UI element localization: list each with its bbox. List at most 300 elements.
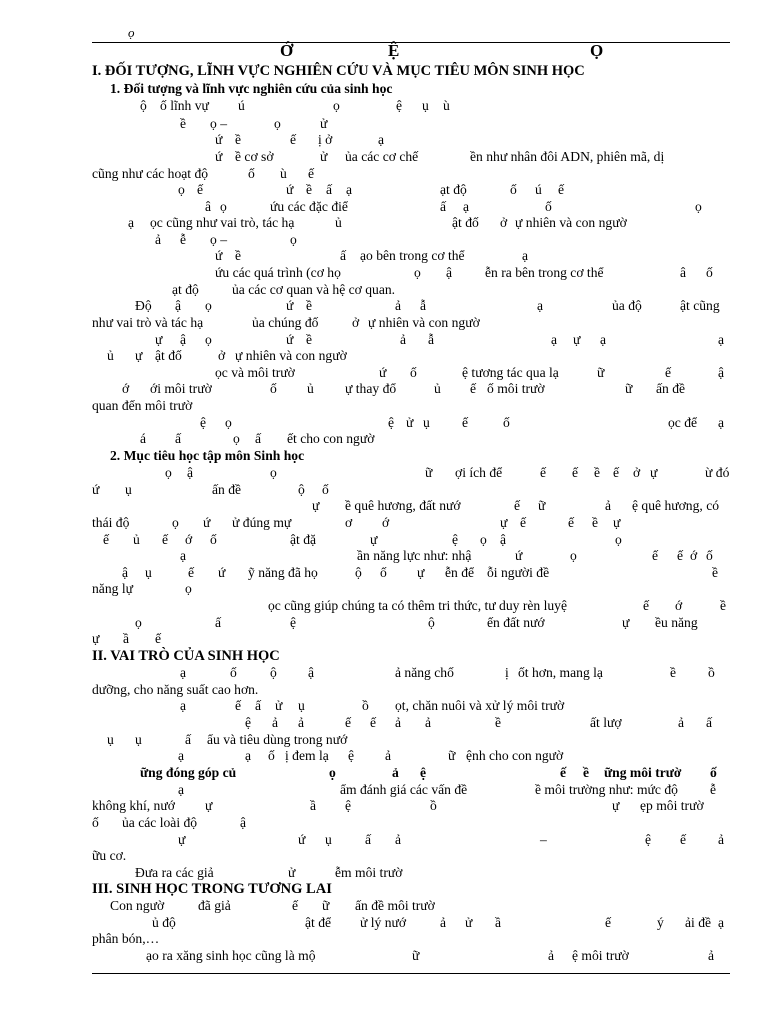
text-fragment: ậ — [180, 332, 187, 347]
text-fragment: ế — [520, 515, 527, 530]
text-fragment: ớ — [122, 381, 130, 396]
document-title — [0, 42, 768, 60]
text-fragment: ế — [462, 415, 469, 430]
text-fragment: ạt độ — [172, 282, 199, 297]
text-fragment: ọ — [233, 431, 240, 446]
text-fragment: ạt độ — [440, 182, 467, 197]
text-fragment: ề — [495, 715, 502, 730]
text-fragment: ề quê hương, đất nướ — [345, 498, 461, 513]
text-fragment: ủa độ — [612, 298, 642, 313]
text-line — [0, 181, 768, 199]
text-fragment: ật đặ — [290, 532, 317, 547]
text-fragment: ủ — [307, 381, 314, 396]
text-fragment: ẹp môi trườ — [640, 798, 704, 813]
text-fragment: ử — [275, 698, 283, 713]
text-fragment: ố — [410, 365, 417, 380]
text-fragment: ế — [540, 465, 547, 480]
text-fragment: ơ — [345, 515, 353, 530]
text-fragment: ật đố — [452, 215, 479, 230]
text-fragment: ụ — [125, 482, 132, 497]
text-fragment: ự — [155, 332, 163, 347]
text-fragment: ấ — [255, 698, 262, 713]
text-fragment: ọt, chăn nuôi và xử lý môi trườ — [395, 698, 565, 713]
text-fragment: ị đem lạ — [285, 748, 329, 763]
text-fragment: ới môi trườ — [150, 381, 212, 396]
text-fragment: ế — [235, 698, 242, 713]
text-fragment: ố — [545, 199, 552, 214]
text-fragment: ở — [352, 315, 360, 330]
text-fragment: ả — [395, 715, 402, 730]
text-fragment: ậ — [175, 298, 182, 313]
text-fragment: ố — [230, 665, 237, 680]
text-fragment: ự — [370, 532, 378, 547]
text-fragment: ả — [400, 332, 407, 347]
text-fragment: ọc và môi trườ — [215, 365, 295, 380]
text-fragment: ọ — [480, 532, 487, 547]
text-fragment: ọ — [695, 199, 702, 214]
text-fragment: ệ — [200, 415, 207, 430]
text-fragment: ọ — [205, 332, 212, 347]
text-fragment: ạ — [537, 298, 544, 313]
text-fragment: ầ — [123, 631, 130, 646]
text-fragment: ạ — [600, 332, 607, 347]
text-fragment: ứ — [515, 548, 523, 563]
text-fragment: ệ — [396, 98, 403, 113]
text-fragment: ủ — [133, 532, 140, 547]
text-fragment: ề — [306, 332, 313, 347]
text-fragment: ế — [308, 166, 315, 181]
subsection-heading — [0, 80, 768, 98]
text-fragment: ả — [385, 748, 392, 763]
text-fragment: ữ — [412, 948, 420, 963]
text-fragment: ệ tương tác qua lạ — [462, 365, 559, 380]
text-fragment: ử đúng mự — [232, 515, 292, 530]
text-fragment: ề — [235, 248, 242, 263]
text-fragment: ấ — [255, 431, 262, 446]
text-fragment: ế — [470, 381, 477, 396]
text-line — [0, 97, 768, 115]
text-fragment: ử lý nướ — [360, 915, 407, 930]
text-fragment: ả — [395, 832, 402, 847]
text-fragment: ế — [345, 715, 352, 730]
text-fragment: ủa các cơ quan và hệ cơ quan. — [232, 282, 396, 297]
text-fragment: – — [540, 832, 547, 847]
text-fragment: ế — [290, 132, 297, 147]
text-fragment: ố — [510, 182, 517, 197]
text-fragment: ú — [535, 182, 542, 197]
text-fragment: ề cơ sở — [235, 149, 274, 164]
text-line — [0, 547, 768, 565]
text-fragment: ộ — [298, 482, 305, 497]
text-fragment: ả — [678, 715, 685, 730]
text-fragment: ử — [465, 915, 473, 930]
text-fragment: ạ — [178, 782, 185, 797]
text-fragment: ạ — [718, 332, 725, 347]
text-fragment: ứ — [218, 565, 226, 580]
text-fragment: ả — [708, 948, 715, 963]
text-fragment: ề — [306, 298, 313, 313]
text-fragment: ế — [162, 532, 169, 547]
text-fragment: ề — [180, 116, 187, 131]
text-fragment: ạ — [346, 182, 353, 197]
text-fragment: Ệ — [388, 41, 400, 60]
subsection-heading — [0, 447, 768, 465]
text-fragment: ề — [670, 665, 677, 680]
text-line — [0, 714, 768, 732]
text-fragment: dưỡng, cho năng suất cao hơn. — [92, 682, 259, 697]
text-fragment: ế — [558, 182, 565, 197]
text-fragment: ững đóng góp củ — [140, 765, 237, 780]
text-line — [0, 630, 768, 648]
text-fragment: ế — [605, 915, 612, 930]
text-fragment: năng lự — [92, 581, 133, 596]
text-fragment: ền như nhân đôi ADN, phiên mã, dị — [470, 149, 665, 164]
text-fragment: ở — [218, 348, 226, 363]
text-fragment: ọ — [414, 265, 421, 280]
text-fragment: ụ — [423, 415, 430, 430]
text-fragment: ả — [155, 232, 162, 247]
text-fragment: ết cho con ngườ — [287, 431, 375, 446]
text-fragment: ớ — [382, 515, 390, 530]
text-fragment: ọ – — [210, 232, 227, 247]
text-fragment: ật để — [305, 915, 332, 930]
text-fragment: ế — [613, 465, 620, 480]
text-fragment: ố môi trườ — [487, 381, 545, 396]
text-fragment: ế — [560, 765, 567, 780]
text-fragment: cũng như các hoạt độ — [92, 166, 209, 181]
text-fragment: ự — [178, 832, 186, 847]
text-fragment: ế — [677, 548, 684, 563]
text-fragment: ù — [443, 98, 450, 113]
text-fragment: thái độ — [92, 515, 130, 530]
text-line — [0, 697, 768, 715]
text-fragment: ả — [395, 298, 402, 313]
text-fragment: ấ — [365, 832, 372, 847]
text-fragment: ọ — [172, 515, 179, 530]
text-line — [0, 214, 768, 232]
text-fragment: ệ môi trườ — [572, 948, 629, 963]
text-fragment: ị — [505, 665, 509, 680]
text-fragment: không khí, nướ — [92, 798, 175, 813]
text-fragment: ọ — [329, 765, 336, 780]
text-fragment: ế — [188, 565, 195, 580]
text-fragment: ợi ích để — [455, 465, 503, 480]
text-fragment: ự — [205, 798, 213, 813]
text-fragment: ạ — [463, 199, 470, 214]
text-fragment: ế — [680, 832, 687, 847]
text-fragment: ở — [500, 215, 508, 230]
text-fragment: ệ — [420, 765, 427, 780]
text-fragment: ệ — [290, 615, 297, 630]
text-fragment: ạ — [522, 248, 529, 263]
text-fragment: ữu cơ. — [92, 848, 127, 863]
text-line — [0, 148, 768, 166]
text-fragment: ấ — [706, 715, 713, 730]
text-fragment: ọ — [185, 581, 192, 596]
text-fragment: ý — [657, 915, 664, 930]
text-fragment: ứ — [286, 298, 294, 313]
text-fragment: ề — [592, 515, 599, 530]
text-fragment: ữ — [538, 498, 546, 513]
text-fragment: ậ — [122, 565, 129, 580]
text-fragment: đã giả — [198, 898, 231, 913]
text-fragment: ễ — [180, 232, 187, 247]
text-fragment: ạ — [128, 215, 135, 230]
footer-rule — [92, 973, 730, 974]
text-fragment: ử — [320, 149, 328, 164]
text-fragment: ụ — [422, 98, 429, 113]
text-fragment: ẩm đánh giá các vấn đề — [340, 782, 468, 797]
text-fragment: ến đất nướ — [487, 615, 545, 630]
text-fragment: ậ — [308, 665, 315, 680]
text-fragment: ớ — [185, 532, 193, 547]
text-fragment: ầ — [310, 798, 317, 813]
text-fragment: ều năng — [655, 615, 698, 630]
text-fragment: ữ — [625, 381, 633, 396]
text-fragment: Độ — [135, 298, 152, 313]
text-line — [0, 347, 768, 365]
text-line — [0, 397, 768, 415]
text-fragment: ứ — [286, 182, 294, 197]
text-fragment: ú — [238, 98, 245, 113]
text-fragment: ử — [320, 116, 328, 131]
text-fragment: Ọ — [590, 41, 604, 60]
text-fragment: ệ — [245, 715, 252, 730]
text-fragment: ề — [306, 182, 313, 197]
text-line — [0, 847, 768, 865]
text-fragment: ự nhiên và con ngườ — [515, 215, 627, 230]
text-fragment: III. SINH HỌC TRONG TƯƠNG LAI — [92, 881, 332, 897]
text-fragment: ật đố — [155, 348, 182, 363]
text-fragment: ấ — [215, 615, 222, 630]
text-line — [0, 597, 768, 615]
text-fragment: ế — [155, 631, 162, 646]
text-line — [0, 247, 768, 265]
text-fragment: ốt hơn, mang lạ — [518, 665, 603, 680]
text-fragment: ọ — [220, 199, 227, 214]
text-fragment: Đưa ra các giả — [135, 865, 214, 880]
text-fragment: ụ — [135, 732, 142, 747]
text-fragment: ủa các cơ chế — [345, 149, 419, 164]
text-fragment: ụ — [107, 732, 114, 747]
text-fragment: ọ — [205, 298, 212, 313]
text-fragment: ủ độ — [152, 915, 176, 930]
text-fragment: ử — [288, 865, 296, 880]
text-fragment: ế — [643, 598, 650, 613]
text-fragment: ự — [622, 615, 630, 630]
text-fragment: ọ — [290, 232, 297, 247]
text-line — [0, 747, 768, 765]
text-line — [0, 430, 768, 448]
text-line — [0, 497, 768, 515]
text-fragment: ữ — [448, 748, 456, 763]
text-fragment: ạ — [378, 132, 385, 147]
text-fragment: ố — [710, 765, 717, 780]
text-fragment: ố — [706, 265, 713, 280]
text-fragment: ề môi trường như: mức độ — [535, 782, 678, 797]
text-fragment: ọc cũng như vai trò, tác hạ — [150, 215, 295, 230]
section-heading — [0, 880, 768, 898]
text-fragment: ẩu và tiêu dùng trong nướ — [207, 732, 348, 747]
text-fragment: â — [205, 199, 212, 214]
text-fragment: ứ — [298, 832, 306, 847]
text-fragment: ế — [292, 898, 299, 913]
text-fragment: ự — [573, 332, 581, 347]
text-fragment: ọ — [274, 116, 281, 131]
text-fragment: ẫ — [428, 332, 435, 347]
text-fragment: ấn đề — [656, 381, 686, 396]
text-fragment: ệnh cho con ngườ — [466, 748, 564, 763]
text-fragment: ố — [270, 381, 277, 396]
text-fragment: ế — [652, 548, 659, 563]
text-fragment: â — [680, 265, 687, 280]
text-fragment: ộ — [270, 665, 277, 680]
text-fragment: ữ — [425, 465, 433, 480]
text-fragment: ự — [417, 565, 425, 580]
text-fragment: ề — [583, 765, 590, 780]
text-line — [0, 264, 768, 282]
text-fragment: ủa chúng đố — [252, 315, 319, 330]
text-fragment: ầ — [495, 915, 502, 930]
text-fragment: ự — [650, 465, 658, 480]
text-fragment: ả — [298, 715, 305, 730]
text-fragment: ề — [720, 598, 727, 613]
text-fragment: phân bón,… — [92, 931, 160, 946]
text-fragment: ọ — [225, 415, 232, 430]
text-fragment: ứ — [286, 332, 294, 347]
text-fragment: ộ — [428, 615, 435, 630]
text-fragment: ị ở — [318, 132, 333, 147]
text-fragment: ứ — [379, 365, 387, 380]
text-fragment: ả — [718, 832, 725, 847]
text-fragment: ế — [514, 498, 521, 513]
text-fragment: ạ — [718, 415, 725, 430]
text-fragment: ụ — [298, 698, 305, 713]
text-fragment: ế — [572, 465, 579, 480]
text-fragment: ự thay đổ — [345, 381, 397, 396]
text-fragment: ủa các loài độ — [122, 815, 198, 830]
text-fragment: ạ — [180, 665, 187, 680]
text-fragment: ự — [312, 498, 320, 513]
text-fragment: ậ — [240, 815, 247, 830]
text-line — [0, 380, 768, 398]
text-fragment: ả — [440, 915, 447, 930]
text-fragment: ọ – — [210, 116, 227, 131]
text-fragment: ứu các đặc điể — [270, 199, 348, 214]
text-fragment: ấ — [440, 199, 447, 214]
text-fragment: ọ — [165, 465, 172, 480]
header-mark: ọ — [128, 25, 135, 40]
text-fragment: ấn đề môi trườ — [355, 898, 435, 913]
text-fragment: ậ — [500, 532, 507, 547]
text-fragment: ả — [605, 498, 612, 513]
text-fragment: ả — [548, 948, 555, 963]
text-line — [0, 464, 768, 482]
text-fragment: ủ — [335, 215, 342, 230]
text-fragment: ớ — [675, 598, 683, 613]
text-line — [0, 664, 768, 682]
text-fragment: ững môi trườ — [604, 765, 682, 780]
text-fragment: ề — [712, 565, 719, 580]
text-fragment: ạ — [180, 548, 187, 563]
text-fragment: ự nhiên và con ngườ — [235, 348, 347, 363]
text-fragment: Con ngườ — [110, 898, 165, 913]
text-fragment: ế — [568, 515, 575, 530]
text-fragment: ấ — [326, 182, 333, 197]
text-fragment: ạ — [178, 748, 185, 763]
text-line — [0, 131, 768, 149]
text-fragment: á — [140, 431, 147, 446]
text-fragment: ứu các quá trình (cơ họ — [215, 265, 341, 280]
text-line — [0, 580, 768, 598]
text-fragment: ệ — [452, 532, 459, 547]
text-fragment: ụ — [145, 565, 152, 580]
text-fragment: II. VAI TRÒ CỦA SINH HỌC — [92, 648, 280, 664]
text-fragment: ả — [392, 765, 399, 780]
text-fragment: ọc để — [668, 415, 698, 430]
text-fragment: ề — [235, 132, 242, 147]
text-fragment: Ớ — [280, 41, 294, 60]
text-fragment: ễn để — [445, 565, 475, 580]
text-fragment: ả — [272, 715, 279, 730]
text-fragment: ất lượ — [590, 715, 622, 730]
text-fragment: ọ — [333, 98, 340, 113]
text-fragment: ủ — [107, 348, 114, 363]
text-fragment: ễn ra bên trong cơ thể — [485, 265, 604, 280]
text-fragment: ạ — [180, 698, 187, 713]
text-fragment: như vai trò và tác hạ — [92, 315, 204, 330]
text-fragment: ỗi người đề — [487, 565, 550, 580]
text-fragment: ề — [594, 465, 601, 480]
text-line — [0, 297, 768, 315]
text-fragment: ọ — [135, 615, 142, 630]
text-fragment: ứ — [215, 149, 223, 164]
text-fragment: ữ — [597, 365, 605, 380]
text-fragment: ế — [370, 715, 377, 730]
text-fragment: ễm môi trườ — [335, 865, 403, 880]
text-fragment: ấ — [185, 732, 192, 747]
text-fragment: ọ — [615, 532, 622, 547]
text-line — [0, 314, 768, 332]
text-line — [0, 514, 768, 532]
text-fragment: ồ — [362, 698, 369, 713]
text-fragment: ự — [135, 348, 143, 363]
text-fragment: ừ đó — [705, 465, 730, 480]
text-fragment: ố — [210, 532, 217, 547]
text-fragment: ữ — [322, 898, 330, 913]
text-fragment: ế — [103, 532, 110, 547]
text-fragment: ồ — [430, 798, 437, 813]
text-fragment: ộ — [140, 98, 147, 113]
text-fragment: ự nhiên và con ngườ — [368, 315, 480, 330]
text-fragment: ố lĩnh vự — [160, 98, 209, 113]
text-fragment: ẫ — [420, 298, 427, 313]
text-fragment: ứ — [215, 248, 223, 263]
text-fragment: quan đến môi trườ — [92, 398, 193, 413]
text-fragment: ệ — [345, 798, 352, 813]
text-fragment: ọ — [570, 548, 577, 563]
text-fragment: ố — [248, 166, 255, 181]
section-heading — [0, 62, 768, 80]
text-fragment: ố — [268, 748, 275, 763]
text-fragment: ả — [425, 715, 432, 730]
text-fragment: ần năng lực như: nhậ — [357, 548, 472, 563]
text-fragment: ố — [92, 815, 99, 830]
text-fragment: ậ — [446, 265, 453, 280]
text-fragment: ả năng chố — [395, 665, 454, 680]
text-fragment: ù — [280, 166, 287, 181]
subsection-heading — [0, 764, 768, 782]
